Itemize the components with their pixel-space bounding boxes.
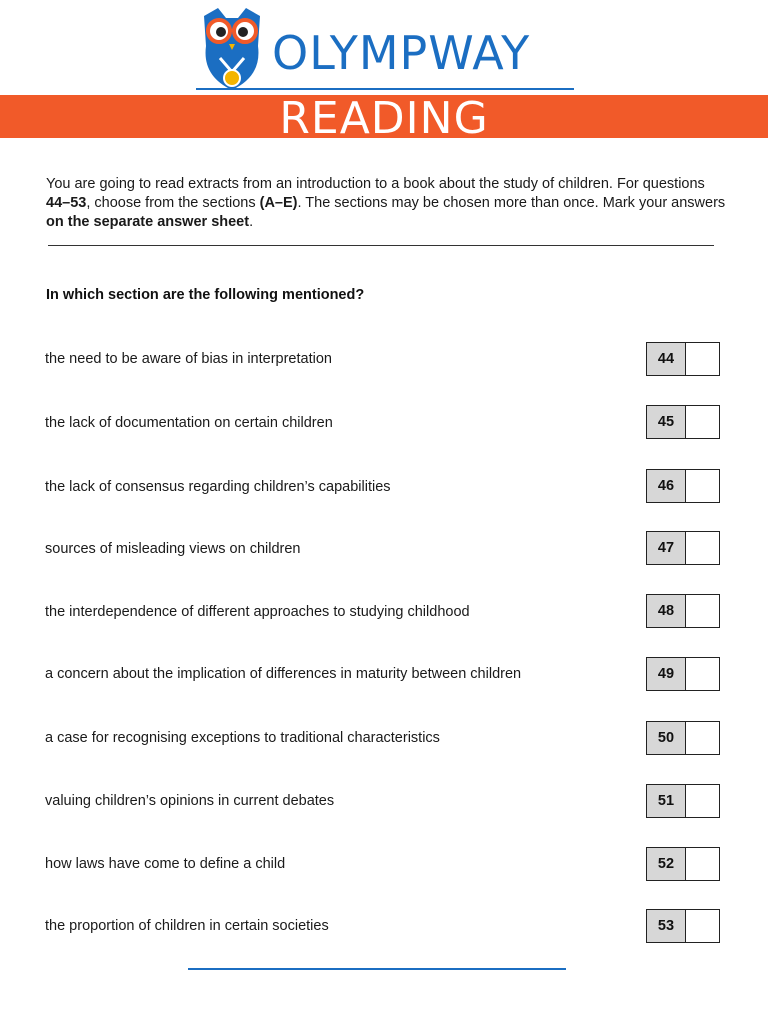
answer-box — [646, 405, 720, 439]
item-text: the proportion of children in certain societies — [45, 918, 329, 934]
answer-box — [646, 531, 720, 565]
section-range: (A–E) — [259, 195, 298, 211]
answer-field[interactable] — [686, 343, 719, 375]
question-number: 53 — [647, 910, 686, 942]
question-number: 48 — [647, 595, 686, 627]
answer-box — [646, 721, 720, 755]
answer-box — [646, 784, 720, 818]
question-number: 51 — [647, 785, 686, 817]
divider — [48, 245, 714, 246]
question-number: 46 — [647, 470, 686, 502]
question-number: 47 — [647, 532, 686, 564]
answer-box — [646, 594, 720, 628]
question-number: 52 — [647, 848, 686, 880]
item-text: the need to be aware of bias in interpretation — [45, 351, 332, 367]
instructions-paragraph — [46, 175, 730, 232]
answer-field[interactable] — [686, 406, 719, 438]
brand-underline — [196, 88, 574, 90]
item-text: the lack of documentation on certain children — [45, 415, 333, 431]
item-text: sources of misleading views on children — [45, 541, 301, 557]
answer-box — [646, 847, 720, 881]
question-number: 45 — [647, 406, 686, 438]
answer-field[interactable] — [686, 470, 719, 502]
answer-field[interactable] — [686, 785, 719, 817]
item-text: a concern about the implication of differences in maturity between children — [45, 666, 522, 682]
question-heading: In which section are the following mentioned? — [46, 287, 365, 303]
answer-field[interactable] — [686, 910, 719, 942]
question-number: 44 — [647, 343, 686, 375]
item-text: valuing children’s opinions in current debates — [45, 793, 335, 809]
answer-box — [646, 909, 720, 943]
instructions-text: , choose from the sections — [86, 195, 260, 211]
question-number: 50 — [647, 722, 686, 754]
answer-box — [646, 342, 720, 376]
section-banner — [0, 93, 768, 144]
answer-sheet-reference: on the separate answer sheet — [46, 214, 250, 230]
answer-field[interactable] — [686, 722, 719, 754]
question-range: 44–53 — [46, 195, 87, 211]
answer-field[interactable] — [686, 595, 719, 627]
brand-name: OLYMPWAY — [272, 26, 531, 80]
footer-divider — [188, 968, 566, 970]
answer-field[interactable] — [686, 532, 719, 564]
instructions-text: . The sections may be chosen more than once. Mark your answers — [297, 195, 726, 211]
instructions-text: . — [249, 214, 254, 230]
question-number: 49 — [647, 658, 686, 690]
answer-box — [646, 469, 720, 503]
item-text: the interdependence of different approaches to studying childhood — [45, 604, 470, 620]
answer-field[interactable] — [686, 848, 719, 880]
owl-logo-icon — [196, 6, 268, 92]
item-text: how laws have come to define a child — [45, 856, 286, 872]
instructions-text: You are going to read extracts from an introduction to a book about the study of children. For questions — [46, 176, 705, 192]
item-text: the lack of consensus regarding children’s capabilities — [45, 479, 391, 495]
item-text: a case for recognising exceptions to traditional characteristics — [45, 730, 440, 746]
answer-field[interactable] — [686, 658, 719, 690]
answer-box — [646, 657, 720, 691]
section-title: READING — [279, 93, 489, 144]
